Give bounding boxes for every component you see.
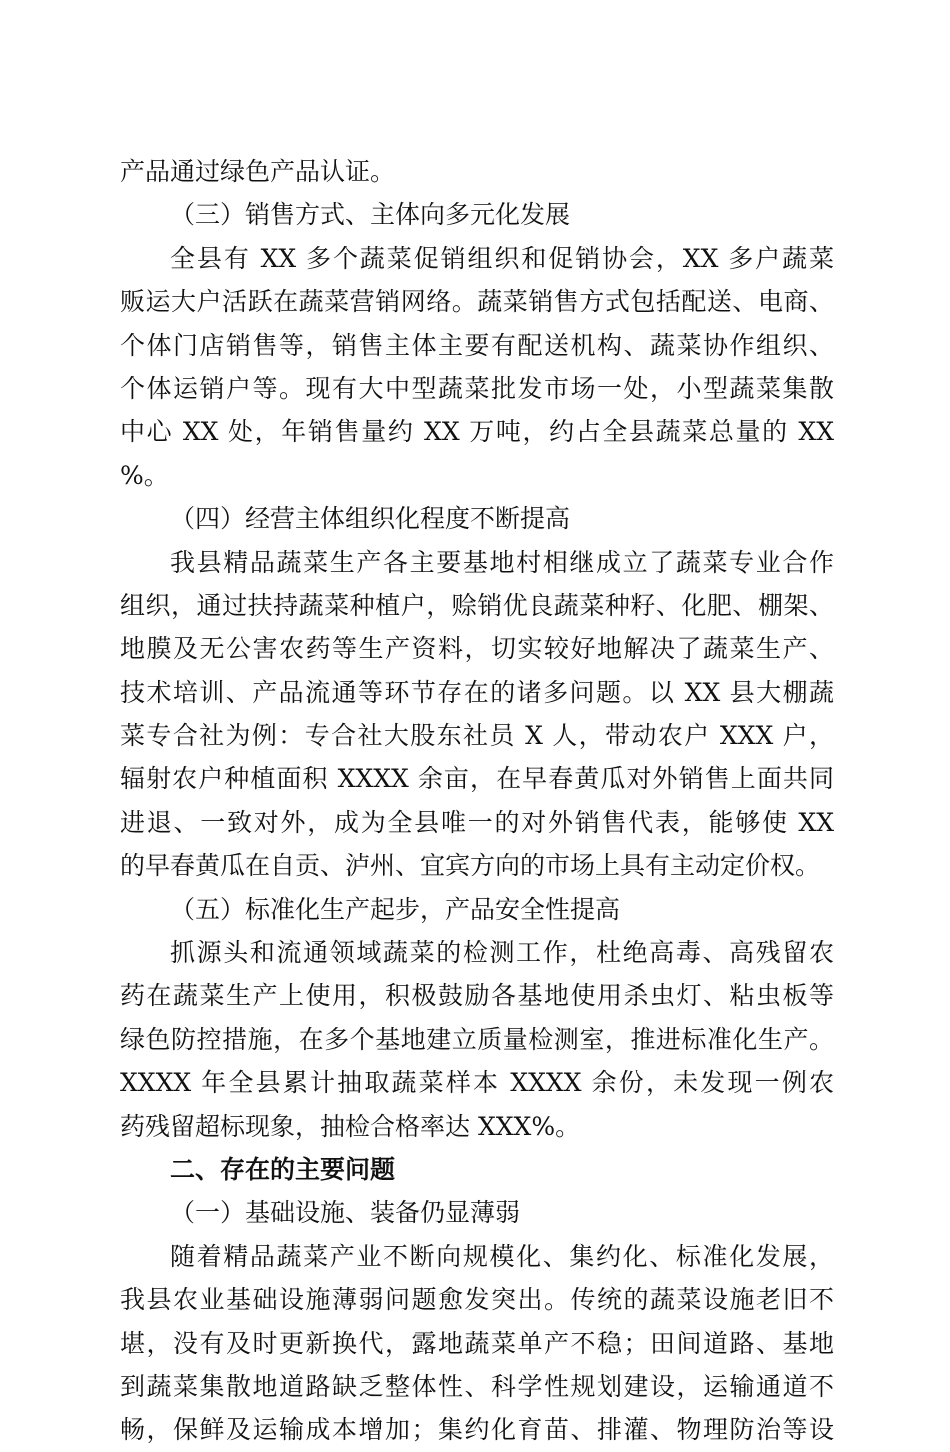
text-line: 的早春黄瓜在自贡、泸州、宜宾方向的市场上具有主动定价权。	[120, 851, 821, 881]
section-heading: （四）经营主体组织化程度不断提高	[170, 504, 571, 534]
text-line: 贩运大户活跃在蔬菜营销网络。蔬菜销售方式包括配送、电商、	[120, 287, 834, 317]
text-line: XXXX 年全县累计抽取蔬菜样本 XXXX 余份，未发现一例农	[120, 1068, 834, 1098]
text-line: 个体门店销售等，销售主体主要有配送机构、蔬菜协作组织、	[120, 330, 834, 360]
document-body	[120, 150, 834, 1452]
text-line: 畅，保鲜及运输成本增加；集约化育苗、排灌、物理防治等设	[120, 1415, 834, 1445]
paragraph-first-line: 抓源头和流通领域蔬菜的检测工作，杜绝高毒、高残留农	[170, 938, 834, 968]
paragraph-first-line: 随着精品蔬菜产业不断向规模化、集约化、标准化发展，	[170, 1241, 834, 1271]
text-line: 我县农业基础设施薄弱问题愈发突出。传统的蔬菜设施老旧不	[120, 1285, 834, 1315]
section-heading: （三）销售方式、主体向多元化发展	[170, 200, 571, 230]
text-line: 菜专合社为例：专合社大股东社员 X 人，带动农户 XXX 户，	[120, 721, 834, 751]
text-line: 药残留超标现象，抽检合格率达 XXX%。	[120, 1111, 581, 1141]
text-line: 到蔬菜集散地道路缺乏整体性、科学性规划建设，运输通道不	[120, 1371, 834, 1401]
text-line: 组织，通过扶持蔬菜种植户，赊销优良蔬菜种籽、化肥、棚架、	[120, 590, 834, 620]
text-line: 技术培训、产品流通等环节存在的诸多问题。以 XX 县大棚蔬	[120, 677, 834, 707]
text-line: 绿色防控措施，在多个基地建立质量检测室，推进标准化生产。	[120, 1024, 834, 1054]
paragraph-first-line: 全县有 XX 多个蔬菜促销组织和促销协会，XX 多户蔬菜	[170, 243, 834, 273]
section-heading: （五）标准化生产起步，产品安全性提高	[170, 894, 621, 924]
text-line: 地膜及无公害农药等生产资料，切实较好地解决了蔬菜生产、	[120, 634, 834, 664]
text-line: 个体运销户等。现有大中型蔬菜批发市场一处，小型蔬菜集散	[120, 373, 834, 403]
text-line: 中心 XX 处，年销售量约 XX 万吨，约占全县蔬菜总量的 XX	[120, 417, 834, 447]
text-line: 产品通过绿色产品认证。	[120, 157, 396, 186]
chapter-heading: 二、存在的主要问题	[170, 1154, 396, 1184]
text-line: 药在蔬菜生产上使用，积极鼓励各基地使用杀虫灯、粘虫板等	[120, 981, 834, 1011]
text-line: %。	[120, 460, 169, 490]
text-line: 进退、一致对外，成为全县唯一的对外销售代表，能够使 XX	[120, 807, 834, 837]
text-line: 堪，没有及时更新换代，露地蔬菜单产不稳；田间道路、基地	[120, 1328, 834, 1358]
text-line: 辐射农户种植面积 XXXX 余亩，在早春黄瓜对外销售上面共同	[120, 764, 834, 794]
paragraph-first-line: 我县精品蔬菜生产各主要基地村相继成立了蔬菜专业合作	[170, 547, 834, 577]
section-heading: （一）基础设施、装备仍显薄弱	[170, 1198, 521, 1228]
